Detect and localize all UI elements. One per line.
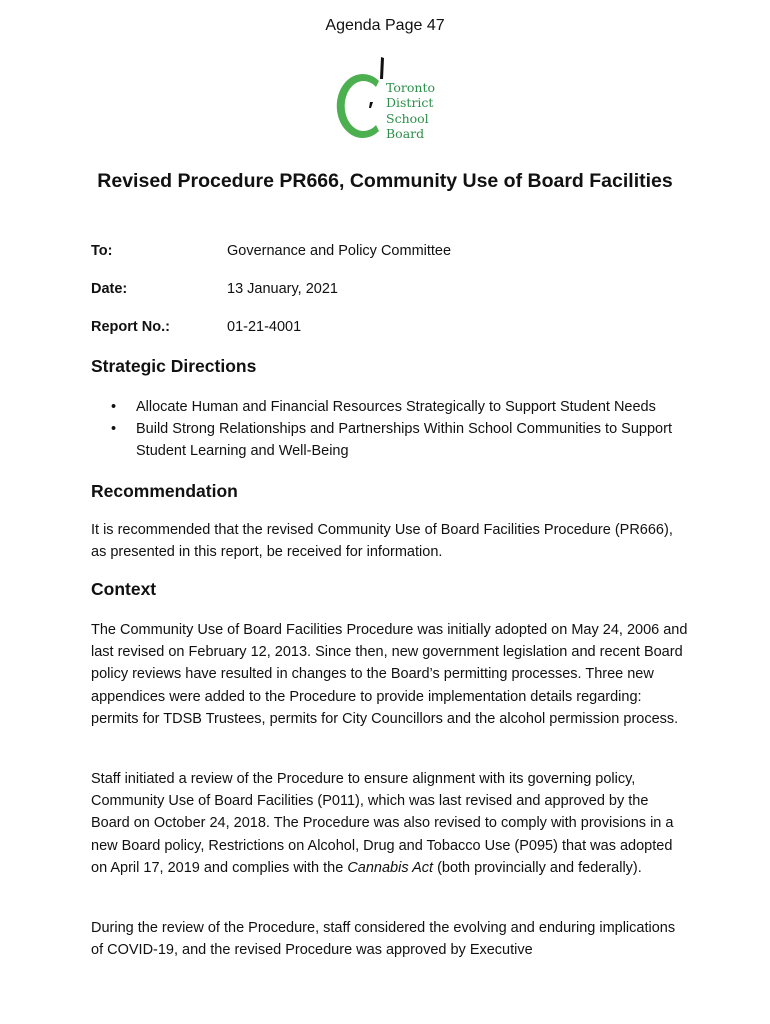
context-paragraph-3: During the review of the Procedure, staff considered the evolving and enduring implications of COVID-19, and the revised Procedure was approved by Executive <box>91 920 676 959</box>
bullet-icon: • <box>111 399 117 415</box>
tdsb-logo <box>326 55 446 143</box>
meta-value: 01-21-4001 <box>227 319 302 335</box>
list-item-text: Allocate Human and Financial Resources Strategically to Support Student Needs <box>136 399 656 415</box>
logo-line: Toronto <box>386 80 435 95</box>
recommendation-paragraph: It is recommended that the revised Community Use of Board Facilities Procedure (PR666), as presented in this report, be received for information. <box>91 522 673 561</box>
logo-line: District <box>386 95 434 111</box>
heading-context: Context <box>91 579 157 599</box>
meta-label: To: <box>91 243 113 259</box>
list-item <box>91 418 711 462</box>
meta-value: Governance and Policy Committee <box>227 243 452 259</box>
list-item-text: Build Strong Relationships and Partnerships Within School Communities to Support Student Learning and Well-Being <box>136 421 672 460</box>
paragraph-text: Staff initiated a review of the Procedure to ensure alignment with its governing policy, Community Use of Board Facilities (P011), which was last revised and approved by the Board on October 24, 2018. The Procedure was also revised to comply with provisions in a new Board policy, Restrictions on Alcohol, Drug and Tobacco Use (P095) that was adopted on April 17, 2019 and complies with the <box>91 771 674 876</box>
heading-recommendation: Recommendation <box>91 481 238 501</box>
bullet-icon: • <box>111 421 117 438</box>
paragraph-text: (both provincially and federally). <box>433 859 642 876</box>
list-item <box>91 396 711 418</box>
context-paragraph-2 <box>91 768 691 879</box>
logo-wordmark <box>386 80 435 141</box>
context-paragraph-1: The Community Use of Board Facilities Procedure was initially adopted on May 24, 2006 and last revised on February 12, 2013. Since then, new government legislation and recent Board policy reviews have resulted in changes to the Board’s permitting processes. Three new appendices were added to the Procedure to provide implementation details regarding: permits for TDSB Trustees, permits for City Councillors and the alcohol permission process. <box>91 622 688 727</box>
meta-value: 13 January, 2021 <box>227 281 338 297</box>
logo-line: School <box>386 110 429 126</box>
report-title: Revised Procedure PR666, Community Use of Board Facilities <box>97 170 673 192</box>
cannabis-act-title: Cannabis Act <box>347 859 434 876</box>
meta-label: Date: <box>91 281 128 297</box>
heading-strategic-directions: Strategic Directions <box>91 356 257 376</box>
meta-label: Report No.: <box>91 319 170 335</box>
strategic-directions-list <box>91 396 711 463</box>
agenda-page-header: Agenda Page 47 <box>325 17 445 34</box>
logo-line: Board <box>386 125 425 141</box>
